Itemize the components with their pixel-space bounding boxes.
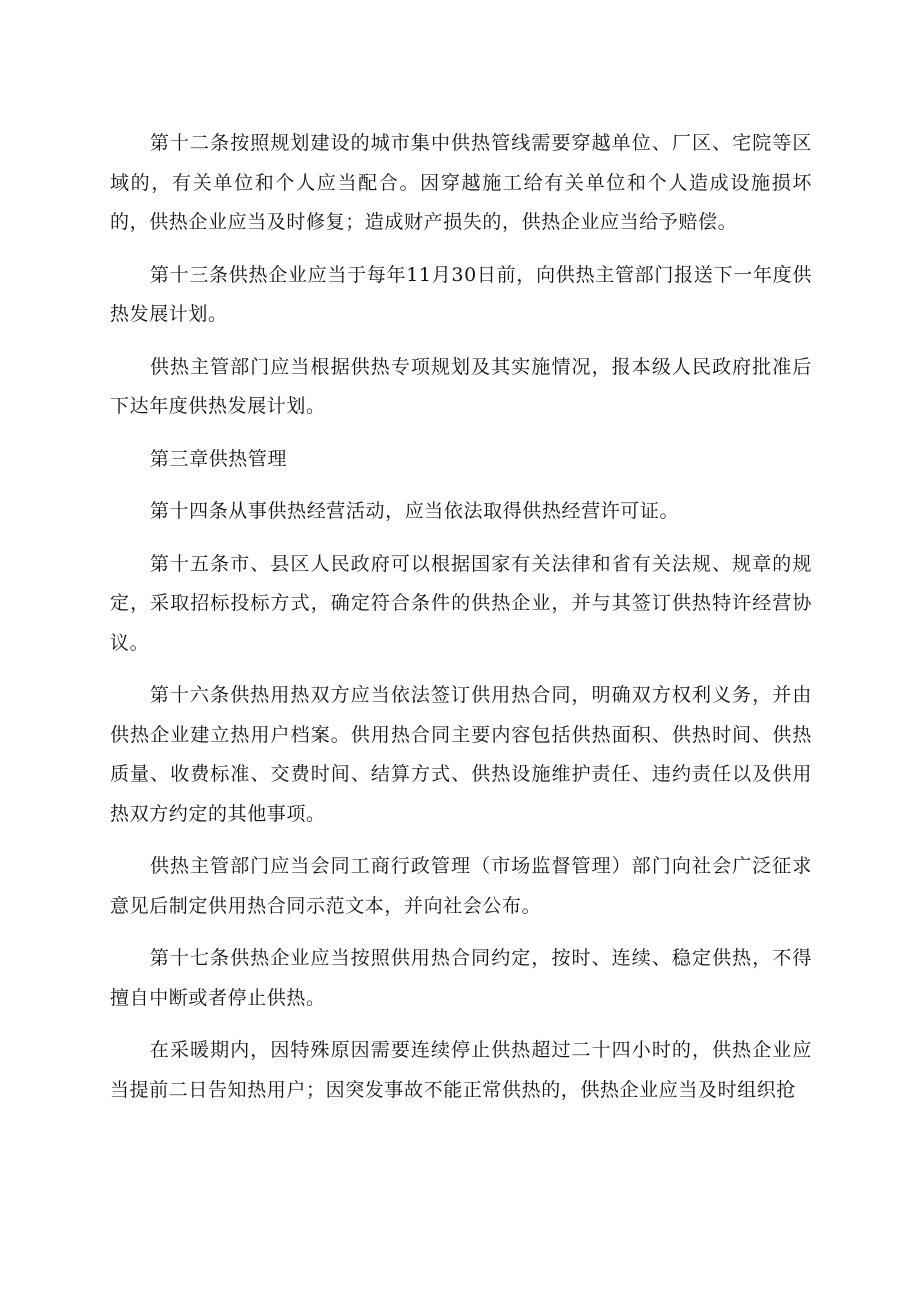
article-16-clause-2: 供热主管部门应当会同工商行政管理（市场监督管理）部门向社会广泛征求意见后制定供用热合同示范文本，并向社会公布。 xyxy=(110,855,812,917)
article-14-paragraph: 第十四条从事供热经营活动，应当依法取得供热经营许可证。 xyxy=(149,500,680,522)
chapter-3-heading: 第三章供热管理 xyxy=(149,447,288,470)
article-16-paragraph: 第十六条供热用热双方应当依法签订供用热合同，明确双方权利义务，并由供热企业建立热用户档案。供用热合同主要内容包括供热面积、供热时间、供热质量、收费标准、交费时间、结算方式、供热设施维护责任、违约责任以及供用热双方约定的其他事项。 xyxy=(110,684,812,825)
article-15-paragraph: 第十五条市、县区人民政府可以根据国家有关法律和省有关法规、规章的规定，采取招标投标方式，确定符合条件的供热企业，并与其签订供热特许经营协议。 xyxy=(110,552,812,654)
article-13-clause-2: 供热主管部门应当根据供热专项规划及其实施情况，报本级人民政府批准后下达年度供热发展计划。 xyxy=(110,355,812,417)
article-13-paragraph: 第十三条供热企业应当于每年11月30日前，向供热主管部门报送下一年度供热发展计划。 xyxy=(110,263,812,325)
document-page xyxy=(110,124,812,1123)
article-17-paragraph: 第十七条供热企业应当按照供用热合同约定，按时、连续、稳定供热，不得擅自中断或者停止供热。 xyxy=(110,947,812,1009)
article-12-paragraph: 第十二条按照规划建设的城市集中供热管线需要穿越单位、厂区、宅院等区域的，有关单位和个人应当配合。因穿越施工给有关单位和个人造成设施损坏的，供热企业应当及时修复；造成财产损失的，供热企业应当给予赔偿。 xyxy=(110,132,812,233)
article-17-clause-2: 在采暖期内，因特殊原因需要连续停止供热超过二十四小时的，供热企业应当提前二日告知热用户；因突发事故不能正常供热的，供热企业应当及时组织抢 xyxy=(110,1039,812,1101)
